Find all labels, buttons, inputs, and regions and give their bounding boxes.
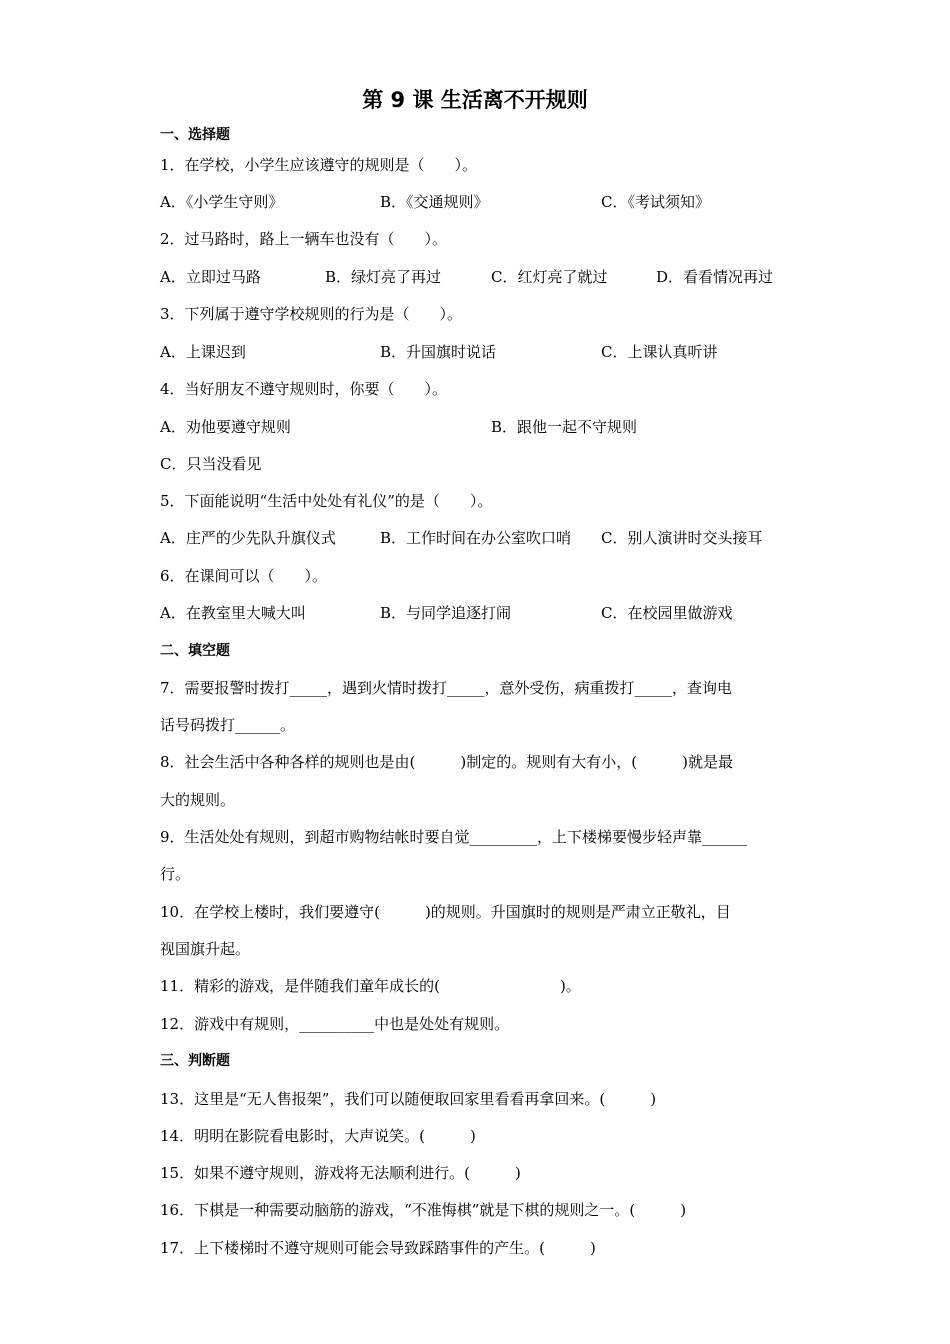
section-heading-judge: 三、判断题 [160, 1053, 230, 1069]
question-4: 4．当好朋友不遵守规则时，你要（ ）。 [160, 380, 448, 398]
question-12: 12．游戏中有规则，__________中也是处处有规则。 [160, 1015, 510, 1033]
q2-option-d: D．看看情况再过 [656, 268, 774, 286]
question-8-line-1: 8．社会生活中各种各样的规则也是由( )制定的。规则有大有小，( )就是最 [160, 753, 733, 771]
q3-option-a: A．上课迟到 [160, 343, 246, 361]
question-3: 3．下列属于遵守学校规则的行为是（ ）。 [160, 305, 463, 323]
page-title: 第 9 课 生活离不开规则 [362, 88, 588, 112]
q4-option-c: C．只当没看见 [160, 455, 262, 473]
q1-option-a: A．《小学生守则》 [160, 193, 284, 211]
section-heading-fill: 二、填空题 [160, 643, 230, 659]
q2-option-c: C．红灯亮了就过 [491, 268, 608, 286]
q4-option-b: B．跟他一起不守规则 [491, 418, 638, 436]
q6-option-b: B．与同学追逐打闹 [380, 604, 512, 622]
q5-option-c: C．别人演讲时交头接耳 [601, 529, 763, 547]
question-10-line-2: 视国旗升起。 [160, 940, 251, 958]
question-17: 17．上下楼梯时不遵守规则可能会导致踩踏事件的产生。( ) [160, 1239, 596, 1257]
question-8-line-2: 大的规则。 [160, 791, 236, 809]
question-6: 6．在课间可以（ ）。 [160, 567, 328, 585]
question-1: 1．在学校，小学生应该遵守的规则是（ ）。 [160, 156, 478, 174]
q6-option-c: C．在校园里做游戏 [601, 604, 733, 622]
q3-option-c: C．上课认真听讲 [601, 343, 718, 361]
question-9-line-2: 行。 [160, 865, 191, 883]
question-10-line-1: 10．在学校上楼时，我们要遵守( )的规则。升国旗时的规则是严肃立正敬礼，目 [160, 903, 731, 921]
question-13: 13．这里是“无人售报架”，我们可以随便取回家里看看再拿回来。( ) [160, 1090, 657, 1108]
question-7-line-2: 话号码拨打______。 [160, 716, 296, 734]
question-15: 15．如果不遵守规则，游戏将无法顺利进行。( ) [160, 1164, 521, 1182]
q2-option-a: A．立即过马路 [160, 268, 261, 286]
q1-option-b: B．《交通规则》 [380, 193, 489, 211]
section-heading-choice: 一、选择题 [160, 127, 230, 143]
question-9-line-1: 9．生活处处有规则，到超市购物结帐时要自觉_________，上下楼梯要慢步轻声靠______ [160, 828, 748, 846]
q5-option-b: B．工作时间在办公室吹口哨 [380, 529, 572, 547]
q1-option-c: C．《考试须知》 [601, 193, 710, 211]
q3-option-b: B．升国旗时说话 [380, 343, 497, 361]
question-11: 11．精彩的游戏，是伴随我们童年成长的( )。 [160, 977, 581, 995]
question-5: 5．下面能说明“生活中处处有礼仪”的是（ ）。 [160, 492, 493, 510]
q6-option-a: A．在教室里大喊大叫 [160, 604, 306, 622]
question-14: 14．明明在影院看电影时，大声说笑。( ) [160, 1127, 476, 1145]
question-16: 16．下棋是一种需要动脑筋的游戏，“不准悔棋”就是下棋的规则之一。( ) [160, 1201, 687, 1219]
question-2: 2．过马路时，路上一辆车也没有（ ）。 [160, 230, 448, 248]
q5-option-a: A．庄严的少先队升旗仪式 [160, 529, 336, 547]
question-7-line-1: 7．需要报警时拨打_____，遇到火情时拨打_____，意外受伤，病重拨打_____，查询电 [160, 679, 733, 697]
q4-option-a: A．劝他要遵守规则 [160, 418, 291, 436]
q2-option-b: B．绿灯亮了再过 [325, 268, 442, 286]
